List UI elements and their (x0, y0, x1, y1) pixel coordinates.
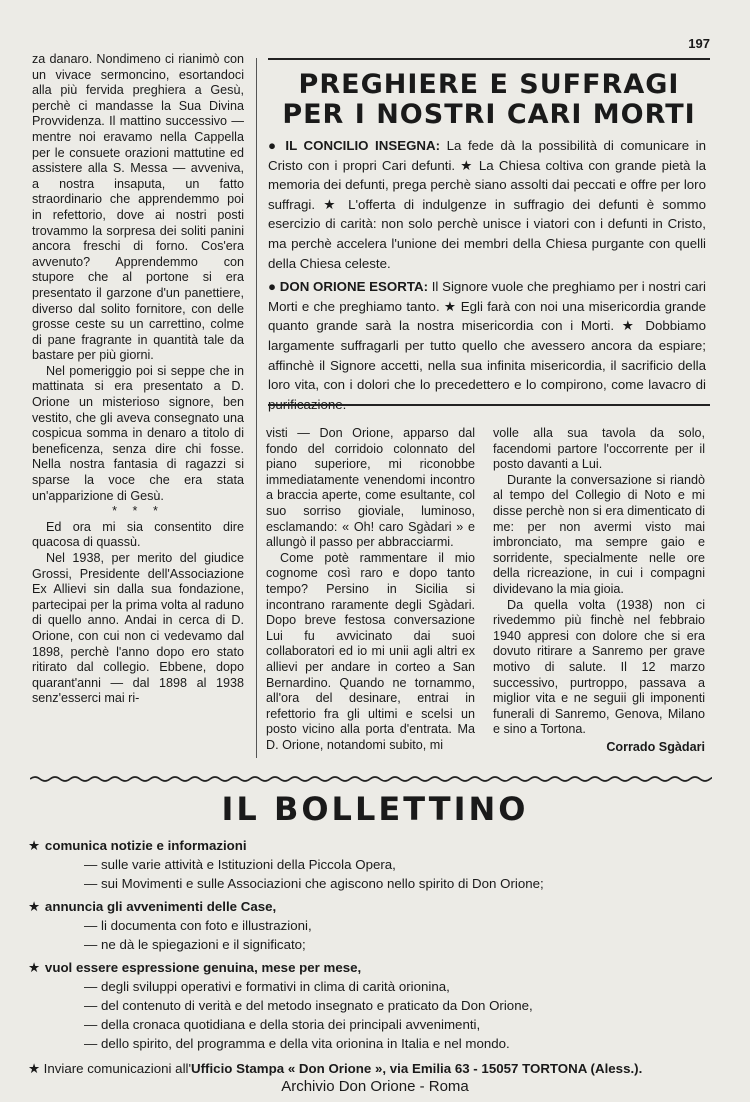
box-top-rule (268, 58, 710, 60)
box-bottom-rule (268, 404, 710, 406)
page-number: 197 (688, 36, 710, 51)
star-icon: ★ (28, 1061, 40, 1076)
note-address: Ufficio Stampa « Don Orione », via Emilia 63 - 15057 TORTONA (Aless.). (191, 1061, 643, 1076)
paragraph-text: La fede dà la possibilità di comunicare in Cristo con i propri Cari defunti. ★ La Chiesa coltiva con grande pietà la memoria dei defunti, prega perchè siano assolti dai peccati e offre per loro suffragi. ★ L'offerta di indulgenze in suffragio dei defunti è sommo esercizio di carità: non solo perchè unisce i viatori con i defunti in Cristo, ma perchè accelera l'unione dei membri della Chiesa purgante con quelli della Chiesa celeste. (268, 138, 706, 271)
column-divider (256, 58, 257, 758)
bollettino-item (28, 958, 718, 977)
item-heading: comunica notizie e informazioni (44, 838, 247, 853)
item-heading: annuncia gli avvenimenti delle Case, (44, 899, 277, 914)
star-icon: ★ (28, 838, 40, 853)
item-sub: — sulle varie attività e Istituzioni della Piccola Opera, (84, 857, 396, 872)
box-title-line: PREGHIERE E SUFFRAGI (298, 69, 680, 100)
box-paragraph (268, 136, 706, 273)
box-paragraph (268, 277, 706, 414)
left-column (32, 52, 244, 707)
paragraph-lead: ● IL CONCILIO INSEGNA: (268, 138, 441, 153)
paragraph: Come potè rammentare il mio cognome così raro e dopo tanto tempo? Persino in Sicilia si incontrano raramente degli Sgàdari. Dopo breve festosa conversazione Lui fu avvicinato dai suoi collaboratori ed io mi unii agli altri ex allievi per andare in corteo a San Bernardino. Quando ne tornammo, all'ora del desinare, entrai in refettorio fra gli ultimi e scelsi un posto vicino alla porta d'entrata. Ma D. Orione, notandomi subito, mi (266, 550, 475, 752)
paragraph-lead: ● DON ORIONE ESORTA: (268, 279, 429, 295)
prayer-box (268, 58, 710, 412)
item-sub: — dello spirito, del programma e della vita orionina in Italia e nel mondo. (84, 1036, 510, 1051)
item-sub: — degli sviluppi operativi e formativi in clima di carità orionina, (84, 979, 450, 994)
right-column (493, 426, 705, 755)
item-sub: — ne dà le spiegazioni e il significato; (84, 937, 306, 952)
item-sub: — della cronaca quotidiana e della storia dei principali avvenimenti, (84, 1017, 481, 1032)
bollettino-item (28, 836, 718, 855)
paragraph: volle alla sua tavola da solo, facendomi partore l'occorrente per il posto davanti a Lui. (493, 426, 705, 472)
author-signature: Corrado Sgàdari (606, 739, 705, 754)
star-icon: ★ (28, 960, 40, 975)
bollettino-item (28, 897, 718, 916)
contact-note (28, 1059, 718, 1078)
box-body (268, 136, 706, 418)
box-title (268, 70, 710, 130)
paragraph: Nel pomeriggio poi si seppe che in mattinata si era presentato a D. Orione un misterioso signore, ben vestito, che gli aveva consegnato una cospicua somma in denaro a titolo di beneficenza, senza dire chi fosse. Nella nostra fantasia di ragazzi si sparse la voce che era stata un'apparizione di Gesù. (32, 363, 244, 503)
paragraph: Durante la conversazione si riandò al tempo del Collegio di Noto e mi disse perchè non si era dimenticato di me: per non avermi visto mai imbronciato, ma sempre gaio e sorridente, specialmente nelle ore della ricreazione, in cui i compagni dividevano la mia gioia. (493, 472, 705, 596)
paragraph: Ed ora mi sia consentito dire quacosa di quassù. (32, 519, 244, 550)
paragraph-text: Il Signore vuole che preghiamo per i nostri cari Morti e che preghiamo tanto. ★ Egli farà con noi una misericordia grande quanto grande sarà la nostra misericordia con i Morti. ★ Dobbiamo largamente suffragarli per tutto quello che avessero ancora da espiare; affinchè il Signore accetti, nella sua infinita misericordia, il sacrificio della loro vita, con i dolori che lo precedettero e lo compirono, come lavacro di purificazione. (268, 279, 707, 412)
bollettino-title: IL BOLLETTINO (221, 790, 529, 828)
box-title-line: PER I NOSTRI CARI MORTI (282, 99, 696, 130)
item-sub: — li documenta con foto e illustrazioni, (84, 918, 312, 933)
bollettino-section (28, 832, 718, 1078)
wavy-divider (30, 774, 712, 784)
item-sub: — del contenuto di verità e del metodo insegnato e praticato da Don Orione, (84, 998, 533, 1013)
paragraph: Da quella volta (1938) non ci rivedemmo più finchè nel febbraio 1940 appresi con dolore che si era dovuto ritirare a Sanremo per grave motivo di salute. Il 12 marzo successivo, purtroppo, passava a miglior vita e ne seguii gli imponenti funerali di Sanremo, Genova, Milano e sino a Tortona. (493, 597, 705, 737)
archive-footer: Archivio Don Orione - Roma (281, 1078, 469, 1095)
item-sub: — sui Movimenti e sulle Associazioni che agiscono nello spirito di Don Orione; (84, 876, 544, 891)
middle-column (266, 426, 475, 753)
star-icon: ★ (28, 899, 40, 914)
section-separator: * * * (112, 504, 164, 519)
note-prefix: Inviare comunicazioni all' (43, 1061, 192, 1076)
item-heading: vuol essere espressione genuina, mese per mese, (44, 960, 362, 975)
paragraph: visti — Don Orione, apparso dal fondo del corridoio colonnato del piano superiore, mi riconobbe immediatamente venendomi incontro a braccia aperte, come esultante, col suo sorriso gioviale, luminoso, esclamando: « Oh! caro Sgàdari » e allungò il passo per abbracciarmi. (266, 426, 475, 550)
paragraph: za danaro. Nondimeno ci rianimò con un vivace sermoncino, esortandoci alla più fervida preghiera a Gesù, perchè ci mandasse la Sua Divina Provvidenza. Il mattino successivo — mentre noi eravamo nella Cappella per le consuete orazioni mattutine ed assistere alla S. Messa — avveniva, a nostra insaputa, un fatto straordinario che apprendemmo poi in refettorio, dove ai nostri posti trovammo la sorpresa dei soliti panini ancora freschi di forno. Cos'era avvenuto? Apprendemmo con stupore che al portone si era presentato il garzone d'un panettiere, diverso dal solito fornitore, con delle grosse ceste su un carrettino, colme di pane fragrante in quantità tale da bastare per più giorni. (32, 52, 244, 363)
paragraph: Nel 1938, per merito del giudice Grossi, Presidente dell'Associazione Ex Allievi sin dalla sua fondazione, partecipai per la prima volta al raduno di quello anno. Andai in cerca di D. Orione, con cui non ci vedevamo dal 1898, perchè l'anno dopo ero stato ritirato dal collegio. Ebbene, dopo quarant'anni — dal 1898 al 1938 senz'esserci mai ri- (32, 551, 244, 706)
